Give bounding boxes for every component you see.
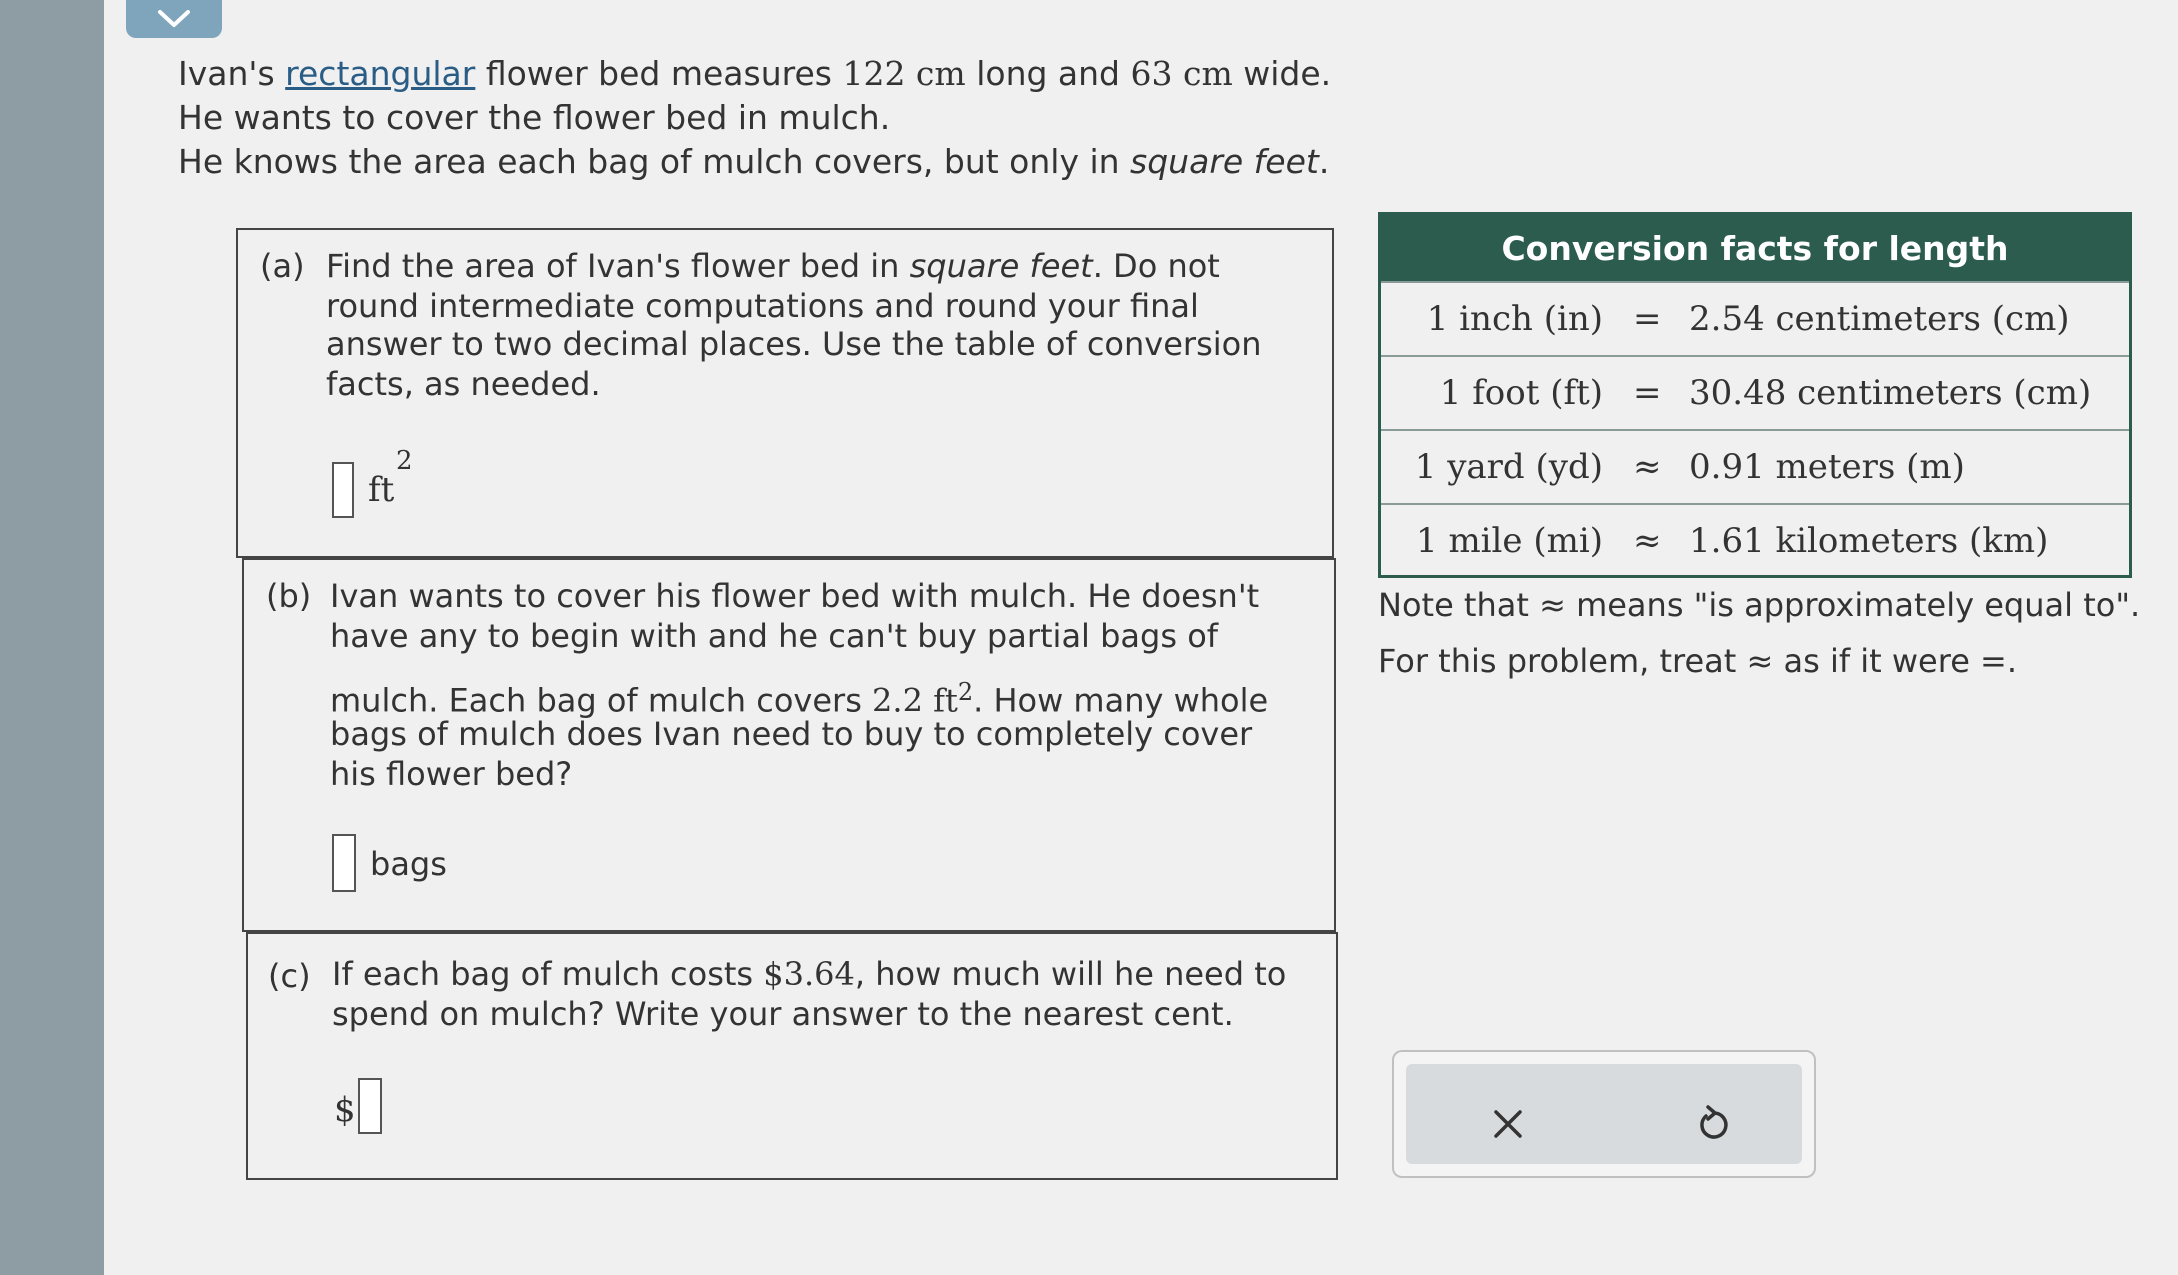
part-b-box [242, 558, 1336, 932]
dollar-prefix: $ [334, 1090, 356, 1130]
coverage-value: 2.2 ft [872, 681, 958, 720]
undo-button[interactable] [1684, 1094, 1744, 1154]
table-row: 1 mile (mi) ≈ 1.61 kilometers (km) [1381, 503, 2129, 577]
area-unit: ft [368, 470, 395, 510]
part-b-line-5: his flower bed? [330, 755, 573, 793]
part-b-line-1: Ivan wants to cover his flower bed with mulch. He doesn't [330, 577, 1260, 615]
part-c-label: (c) [268, 957, 311, 995]
part-b-line-3: mulch. Each bag of mulch covers 2.2 $ft^2$. How many whole [330, 678, 1269, 720]
part-a-line-1: Find the area of Ivan's flower bed in square feet. Do not [326, 247, 1220, 285]
bags-unit: bags [370, 845, 447, 883]
conversion-table-title: Conversion facts for length [1381, 215, 2129, 281]
note-line-2: For this problem, treat ≈ as if it were =. [1378, 642, 2018, 680]
part-a-line-3: answer to two decimal places. Use the table of conversion [326, 325, 1262, 363]
part-b-label: (b) [266, 577, 312, 615]
table-row: 1 inch (in) = 2.54 centimeters (cm) [1381, 281, 2129, 355]
close-icon [1491, 1107, 1525, 1141]
note-line-1: Note that ≈ means "is approximately equal to". [1378, 586, 2141, 624]
left-border-strip [0, 0, 104, 1275]
length-value: 122 cm [842, 54, 966, 93]
intro-line-2: He wants to cover the flower bed in mulch. [178, 98, 891, 137]
bag-cost: $3.64 [763, 955, 855, 993]
table-row: 1 yard (yd) ≈ 0.91 meters (m) [1381, 429, 2129, 503]
part-b-line-2: have any to begin with and he can't buy partial bags of [330, 617, 1219, 655]
chevron-down-icon [154, 8, 194, 30]
conversion-table [1378, 212, 2132, 578]
cost-answer-input[interactable] [358, 1078, 382, 1134]
table-row: 1 foot (ft) = 30.48 centimeters (cm) [1381, 355, 2129, 429]
part-a-label: (a) [260, 247, 305, 285]
bags-answer-input[interactable] [332, 834, 356, 892]
area-answer-input[interactable] [332, 462, 354, 518]
part-c-line-1: If each bag of mulch costs $3.64, how much will he need to [332, 955, 1287, 993]
width-value: 63 cm [1130, 54, 1233, 93]
part-a-line-4: facts, as needed. [326, 365, 601, 403]
area-unit-exponent: 2 [396, 446, 413, 476]
part-a-line-2: round intermediate computations and round your final [326, 287, 1199, 325]
undo-icon [1694, 1104, 1734, 1144]
part-c-line-2: spend on mulch? Write your answer to the nearest cent. [332, 995, 1234, 1033]
clear-button[interactable] [1478, 1094, 1538, 1154]
part-b-line-4: bags of mulch does Ivan need to buy to completely cover [330, 715, 1253, 753]
part-a-box [236, 228, 1334, 558]
part-c-box [246, 932, 1338, 1180]
rectangular-link[interactable]: rectangular [285, 54, 476, 93]
problem-intro [178, 52, 1331, 184]
intro-line-1: Ivan's rectangular flower bed measures 122 cm long and 63 cm wide. [178, 54, 1332, 93]
intro-line-3: He knows the area each bag of mulch covers, but only in square feet. [178, 142, 1330, 181]
actions-panel [1406, 1064, 1802, 1164]
collapse-tab[interactable] [126, 0, 222, 38]
answer-actions [1392, 1050, 1816, 1178]
